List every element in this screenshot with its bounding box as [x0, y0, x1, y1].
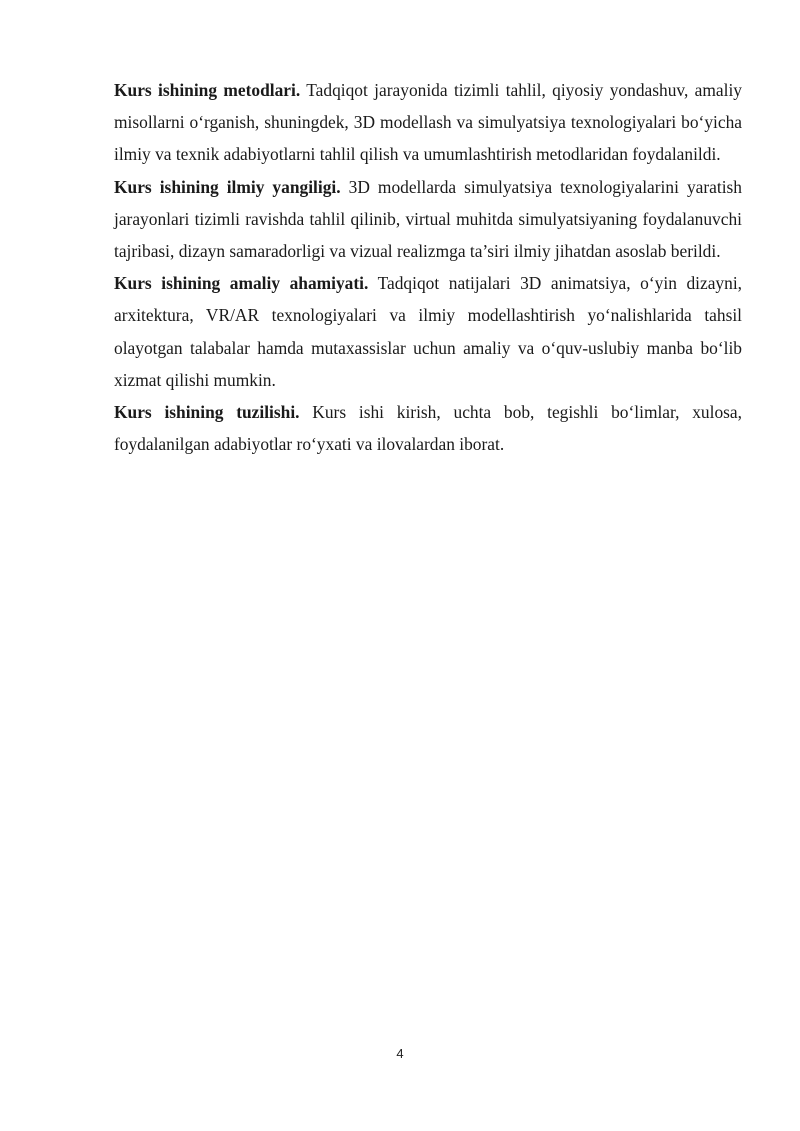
paragraph-heading: Kurs ishining tuzilishi. — [114, 402, 300, 423]
paragraph-methods — [114, 74, 742, 171]
paragraph-text: Tadqiqot natijalari 3D animatsiya, o‘yin dizayni, arxitektura, VR/AR texnologiyalari va ilmiy modellashtirish yo‘nalishlarida tahsil olayotgan talabalar hamda mutaxassislar uchun amaliy va o‘quv-uslubiy manba bo‘lib xizmat qilishi mumkin. — [114, 273, 742, 390]
paragraph-practical-significance — [114, 267, 742, 396]
paragraph-heading: Kurs ishining ilmiy yangiligi. — [114, 176, 341, 197]
paragraph-structure — [114, 396, 742, 460]
paragraph-text: Tadqiqot jarayonida tizimli tahlil, qiyosiy yondashuv, amaliy misollarni o‘rganish, shuningdek, 3D modellash va simulyatsiya texnologiyalari bo‘yicha ilmiy va texnik adabiyotlarni tahlil qilish va umumlashtirish metodlaridan foydalanildi. — [114, 80, 742, 165]
page-content — [114, 74, 742, 460]
paragraph-heading: Kurs ishining amaliy ahamiyati. — [114, 273, 369, 294]
paragraph-text: Kurs ishi kirish, uchta bob, tegishli bo‘limlar, xulosa, foydalanilgan adabiyotlar ro‘yxati va ilovalardan iborat. — [114, 402, 742, 455]
paragraph-heading: Kurs ishining metodlari. — [114, 80, 301, 100]
paragraph-scientific-novelty — [114, 171, 742, 268]
paragraph-text: 3D modellarda simulyatsiya texnologiyalarini yaratish jarayonlari tizimli ravishda tahlil qilinib, virtual muhitda simulyatsiyaning foydalanuvchi tajribasi, dizayn samaradorligi va vizual realizmga ta’siri ilmiy jihatdan asoslab berildi. — [114, 176, 743, 262]
page-number: 4 — [396, 1046, 404, 1061]
